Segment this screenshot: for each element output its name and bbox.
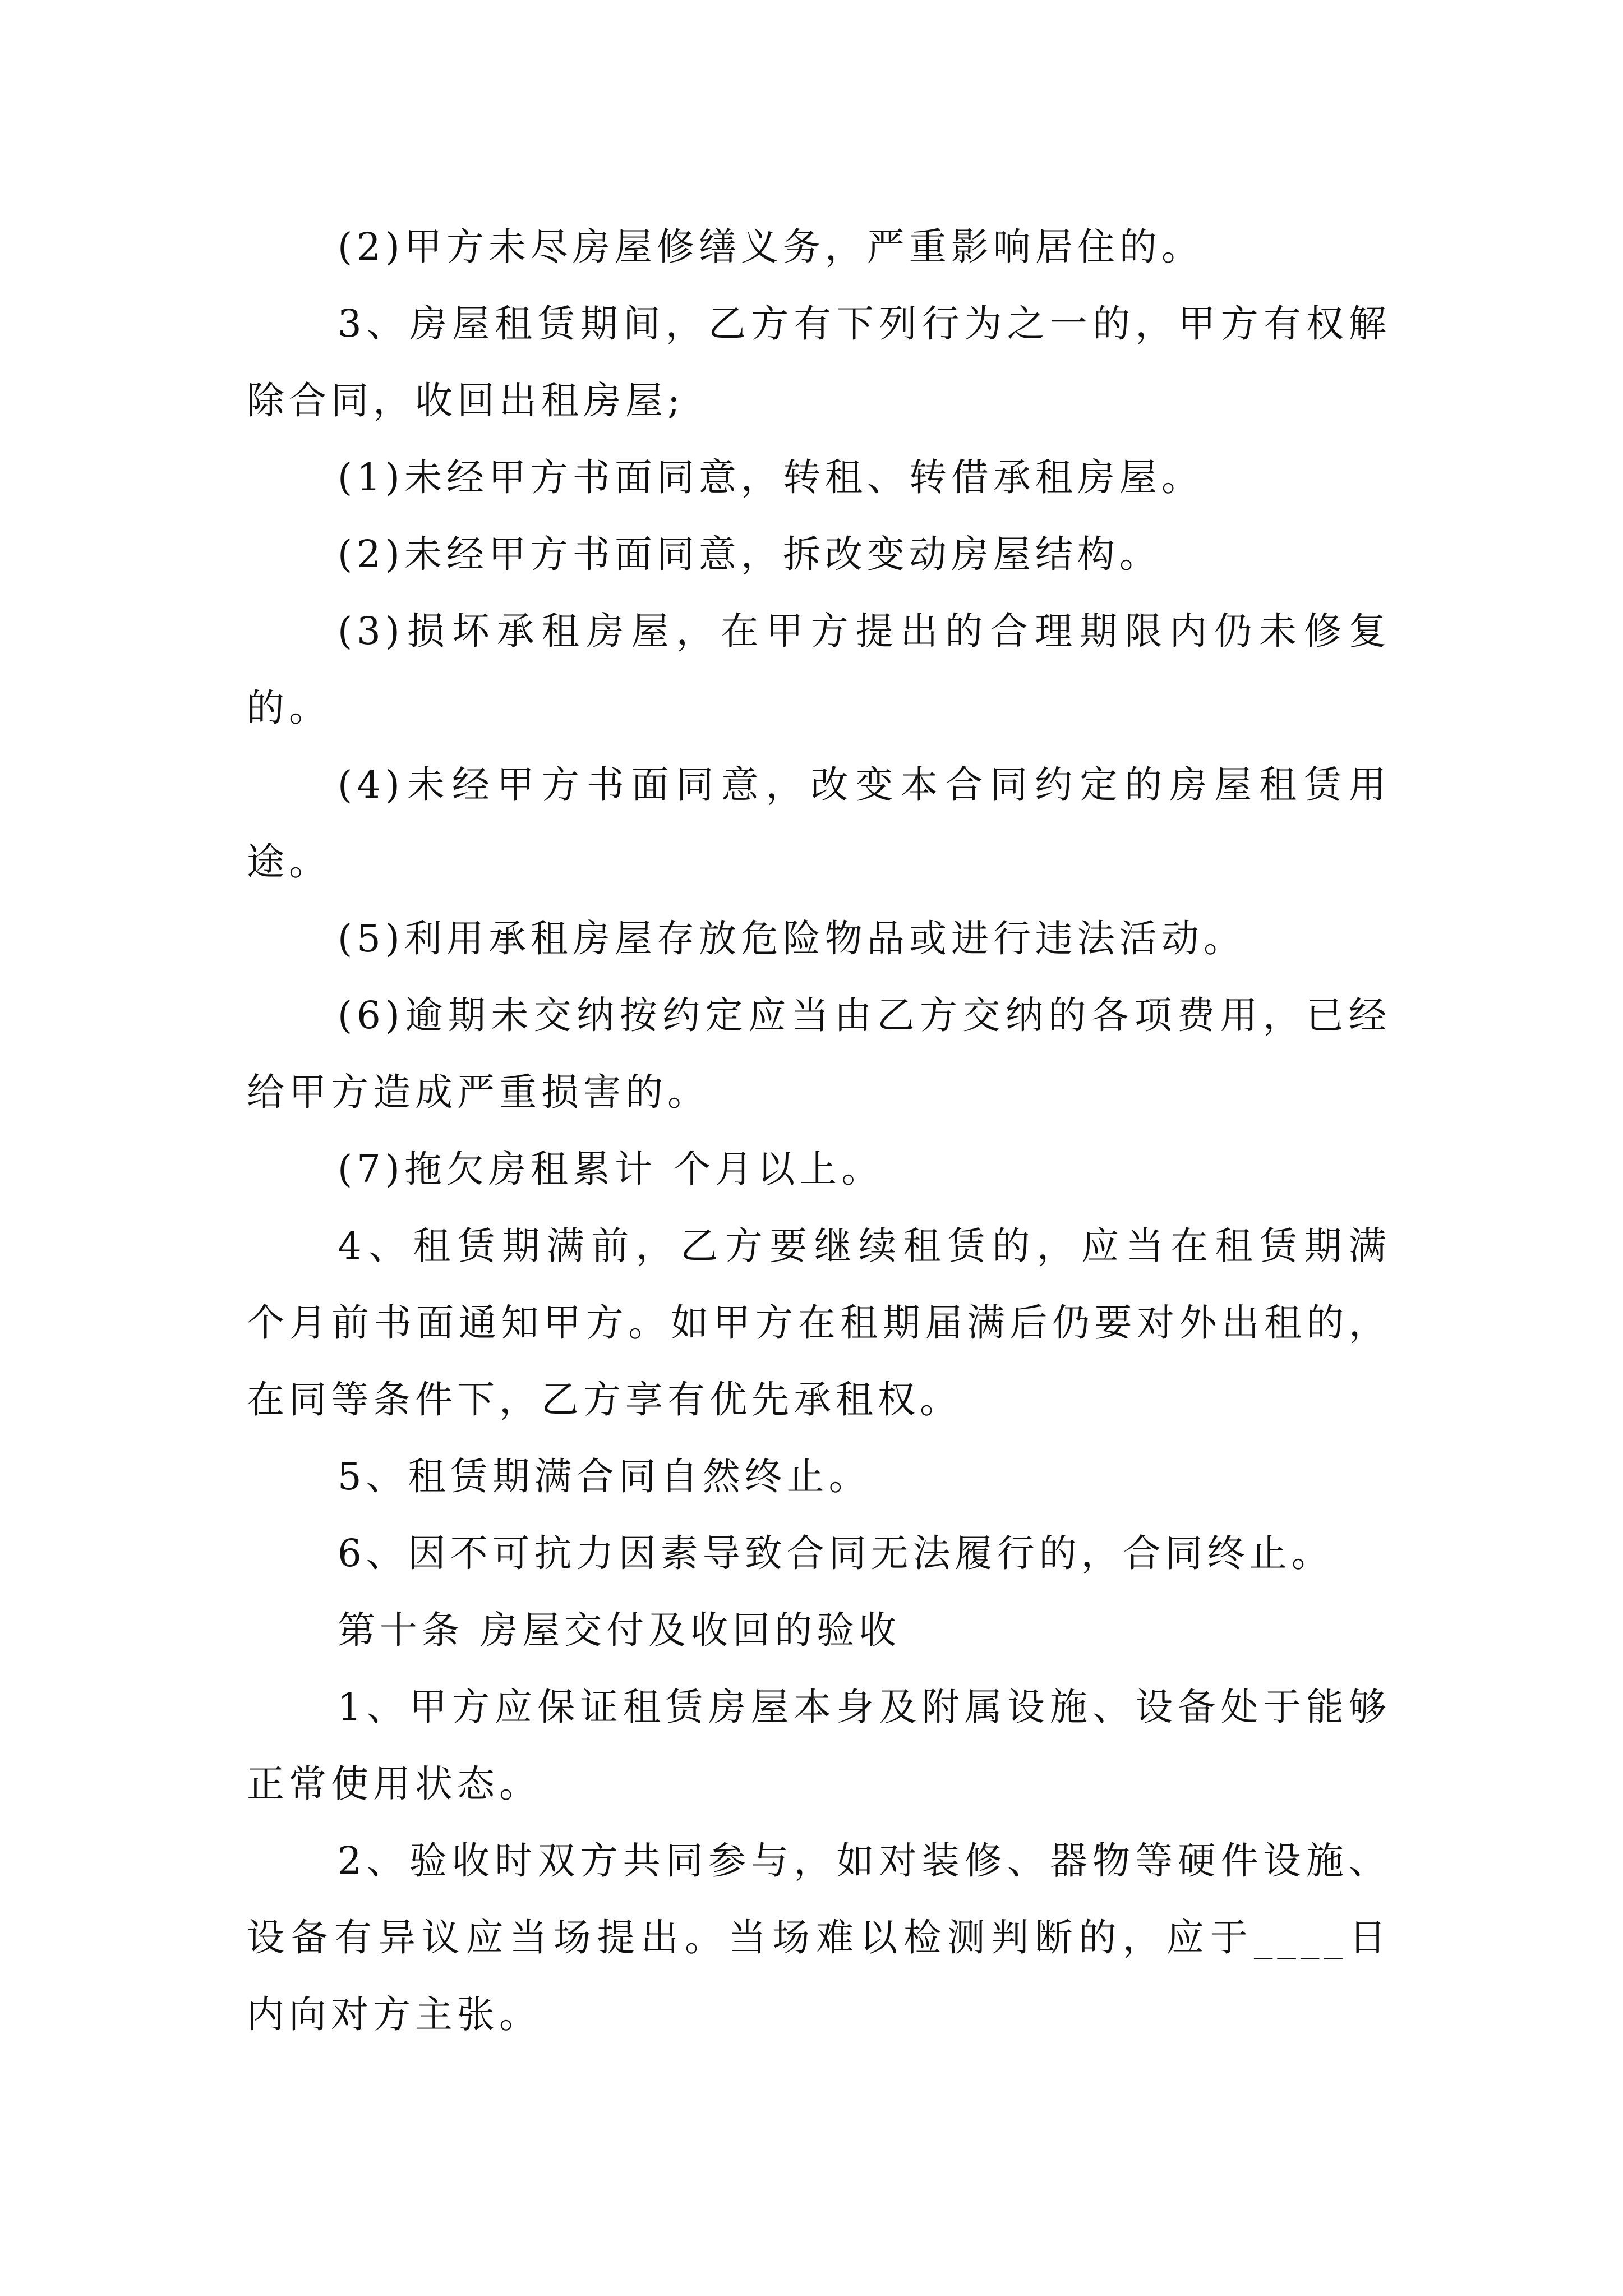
paragraph-item-7: (7)拖欠房租累计 个月以上。 (338, 1147, 884, 1191)
paragraph-item-5: (5)利用承租房屋存放危险物品或进行违法活动。 (338, 917, 1246, 960)
section-heading-article-10: 第十条 房屋交付及收回的验收 (338, 1608, 901, 1652)
document-body (247, 209, 1391, 2053)
paragraph-clause-5: 5、租赁期满合同自然终止。 (338, 1455, 871, 1498)
paragraph-item-4: (4)未经甲方书面同意，改变本合同约定的房屋租赁用途。 (247, 763, 1391, 884)
paragraph-item-1: (1)未经甲方书面同意，转租、转借承租房屋。 (338, 455, 1204, 499)
paragraph-item-3: (3)损坏承租房屋，在甲方提出的合理期限内仍未修复的。 (247, 609, 1391, 730)
paragraph-clause-2-2: (2)甲方未尽房屋修缮义务，严重影响居住的。 (338, 225, 1204, 269)
paragraph-article-10-clause-1: 1、甲方应保证租赁房屋本身及附属设施、设备处于能够正常使用状态。 (247, 1685, 1391, 1806)
paragraph-item-2: (2)未经甲方书面同意，拆改变动房屋结构。 (338, 532, 1161, 576)
paragraph-clause-4: 4、租赁期满前，乙方要继续租赁的，应当在租赁期满 个月前书面通知甲方。如甲方在租期届满后仍要对外出租的，在同等条件下，乙方享有优先承租权。 (247, 1224, 1391, 1421)
paragraph-article-10-clause-2: 2、验收时双方共同参与，如对装修、器物等硬件设施、设备有异议应当场提出。当场难以检测判断的，应于____日内向对方主张。 (247, 1839, 1391, 2036)
paragraph-clause-3: 3、房屋租赁期间，乙方有下列行为之一的，甲方有权解除合同，收回出租房屋; (247, 302, 1391, 422)
paragraph-clause-6: 6、因不可抗力因素导致合同无法履行的，合同终止。 (338, 1531, 1334, 1575)
paragraph-item-6: (6)逾期未交纳按约定应当由乙方交纳的各项费用，已经给甲方造成严重损害的。 (247, 993, 1391, 1114)
